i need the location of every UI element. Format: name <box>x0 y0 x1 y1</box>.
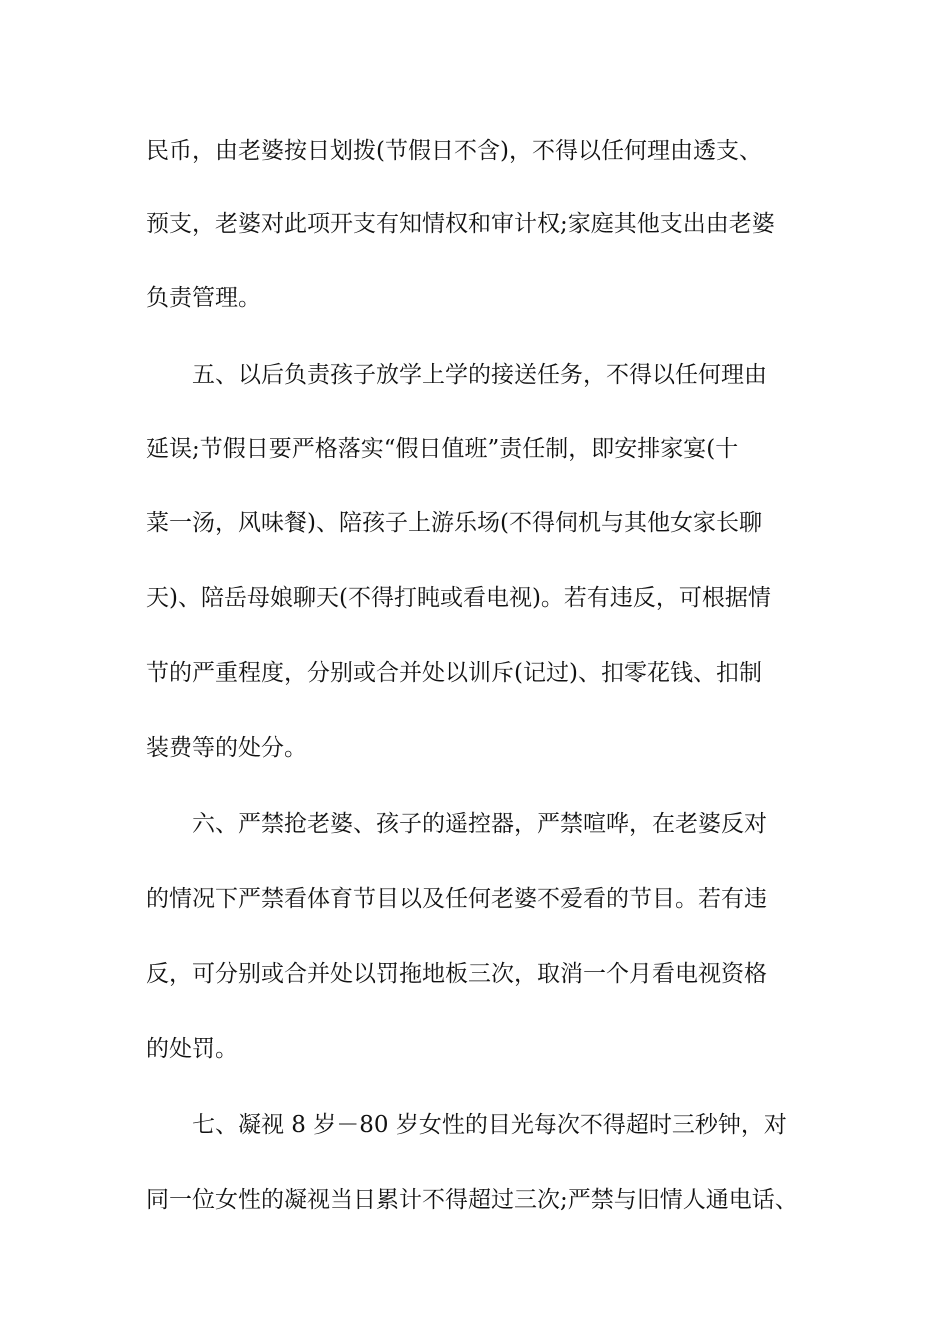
text-line: 预支，老婆对此项开支有知情权和审计权;家庭其他支出由老婆 <box>146 211 775 237</box>
text-line: 负责管理。 <box>146 285 261 311</box>
text-line: 反，可分别或合并处以罚拖地板三次，取消一个月看电视资格 <box>146 961 767 987</box>
text-line: 的处罚。 <box>146 1036 238 1062</box>
text-line: 延误;节假日要严格落实“假日值班”责任制，即安排家宴(十 <box>146 436 739 462</box>
text-line: 节的严重程度，分别或合并处以训斥(记过)、扣零花钱、扣制 <box>146 660 762 686</box>
text-line: 五、以后负责孩子放学上学的接送任务，不得以任何理由 <box>146 362 767 388</box>
text-line: 装费等的处分。 <box>146 735 307 761</box>
text-line: 民币，由老婆按日划拨(节假日不含)，不得以任何理由透支、 <box>146 138 762 164</box>
text-line: 同一位女性的凝视当日累计不得超过三次;严禁与旧情人通电话、 <box>146 1187 798 1213</box>
text-line: 七、凝视 8 岁－80 岁女性的目光每次不得超时三秒钟，对 <box>146 1112 787 1138</box>
text-line: 的情况下严禁看体育节目以及任何老婆不爱看的节目。若有违 <box>146 886 767 912</box>
text-line: 天)、陪岳母娘聊天(不得打盹或看电视)。若有违反，可根据情 <box>146 585 771 611</box>
text-line: 六、严禁抢老婆、孩子的遥控器，严禁喧哗，在老婆反对 <box>146 811 767 837</box>
text-line: 菜一汤，风味餐)、陪孩子上游乐场(不得伺机与其他女家长聊 <box>146 510 762 536</box>
